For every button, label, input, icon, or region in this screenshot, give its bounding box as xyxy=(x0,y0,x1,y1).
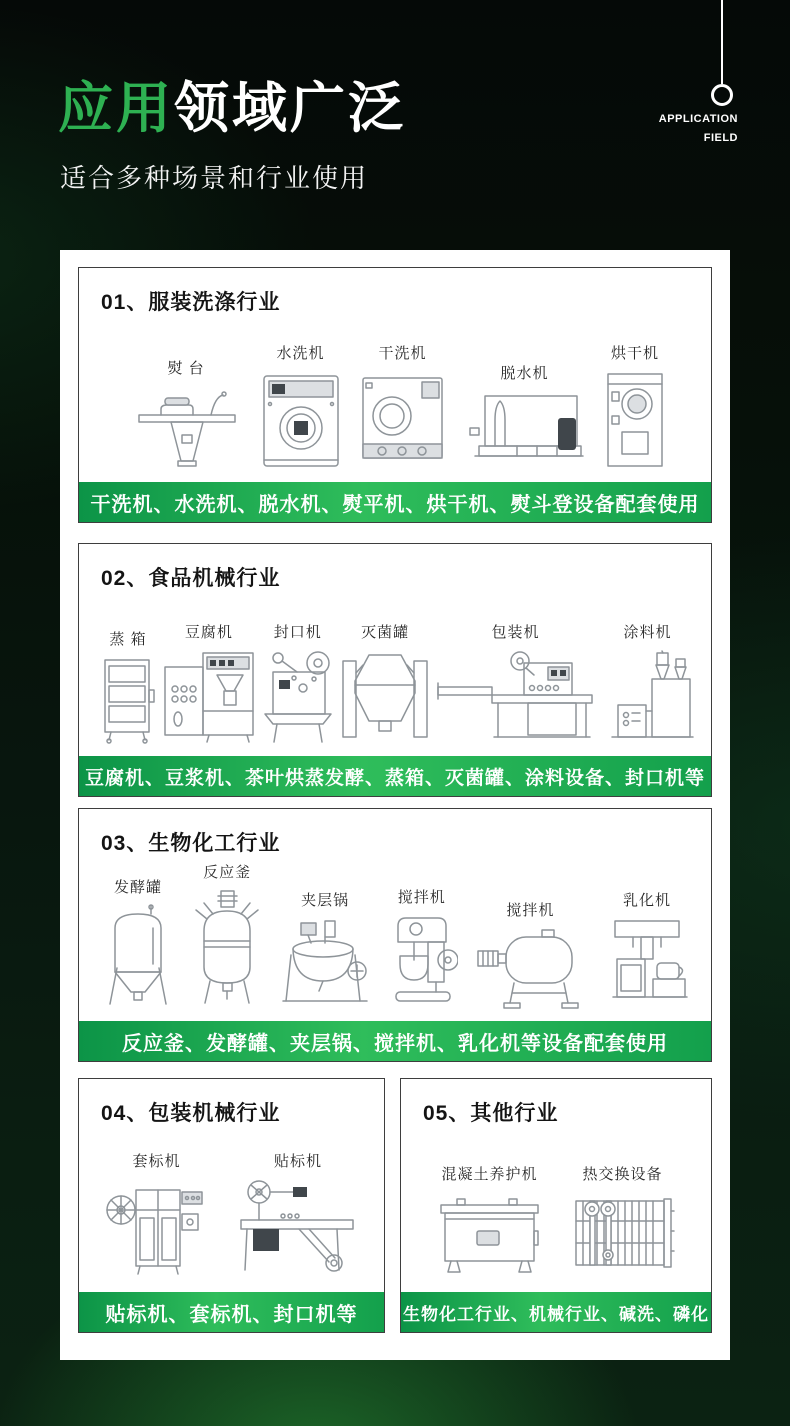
section-title: 04、包装机械行业 xyxy=(101,1102,281,1125)
machine-coater xyxy=(600,621,695,744)
sleeve-labeling-machine-icon xyxy=(104,1178,209,1276)
coating-machine-icon xyxy=(600,649,695,744)
machine-concrete-curer xyxy=(437,1163,542,1276)
machine-label: 搅拌机 xyxy=(506,902,555,919)
machine-packer xyxy=(436,621,596,744)
machine-label: 水洗机 xyxy=(276,345,325,362)
dry-cleaning-machine-icon xyxy=(360,370,445,470)
machine-emulsifier xyxy=(603,889,691,1009)
machine-label: 蒸 箱 xyxy=(109,631,147,648)
washing-machine-icon xyxy=(261,370,341,470)
section-banner: 豆腐机、豆浆机、茶叶烘蒸发酵、蒸箱、灭菌罐、涂料设备、封口机等 xyxy=(79,756,711,796)
reactor-kettle-icon xyxy=(190,889,265,1009)
labeling-machine-icon xyxy=(237,1178,359,1276)
section-title: 02、食品机械行业 xyxy=(101,567,281,590)
machine-dry-cleaner xyxy=(360,342,445,470)
section-other-industries xyxy=(400,1078,712,1333)
machine-planetary-mixer xyxy=(386,886,458,1009)
machine-label: 搅拌机 xyxy=(397,889,446,906)
page-title xyxy=(58,64,406,143)
ironing-table-icon xyxy=(131,385,241,470)
machine-sealer xyxy=(261,621,335,744)
vertical-line-decoration xyxy=(721,0,723,84)
machine-label: 干洗机 xyxy=(378,345,427,362)
machine-label: 烘干机 xyxy=(610,345,659,362)
planetary-mixer-icon xyxy=(386,914,458,1009)
section-title: 03、生物化工行业 xyxy=(101,832,281,855)
machine-reactor xyxy=(190,861,265,1009)
machine-dewaterer xyxy=(465,362,585,470)
machine-label: 混凝土养护机 xyxy=(441,1166,538,1183)
machine-heat-exchanger xyxy=(570,1163,675,1276)
machine-row xyxy=(79,316,711,482)
section-banner: 干洗机、水洗机、脱水机、熨平机、烘干机、熨斗登设备配套使用 xyxy=(79,482,711,522)
machine-washer xyxy=(261,342,341,470)
machine-labeler xyxy=(237,1150,359,1276)
page-subtitle: 适合多种场景和行业使用 xyxy=(60,163,369,193)
header-english-line1: APPLICATION xyxy=(658,113,738,125)
section-title: 01、服装洗涤行业 xyxy=(101,291,281,314)
concrete-curing-machine-icon xyxy=(437,1191,542,1276)
content-panel xyxy=(60,250,730,1360)
section-food-machinery xyxy=(78,543,712,797)
machine-horizontal-mixer xyxy=(474,899,586,1009)
jacketed-kettle-icon xyxy=(281,917,369,1009)
machine-row xyxy=(79,592,711,756)
page-title-rest: 领域广泛 xyxy=(174,77,407,139)
heat-exchanger-icon xyxy=(570,1191,675,1276)
machine-label: 封口机 xyxy=(273,624,322,641)
tofu-machine-icon xyxy=(161,649,256,744)
machine-label: 乳化机 xyxy=(622,892,671,909)
page-title-highlight: 应用 xyxy=(58,77,175,139)
machine-sleeve-labeler xyxy=(104,1150,209,1276)
machine-row xyxy=(401,1127,711,1292)
sealing-machine-icon xyxy=(261,649,335,744)
machine-label: 反应釜 xyxy=(203,864,252,881)
section-packaging-machinery xyxy=(78,1078,385,1333)
header-english-line2: FIELD xyxy=(703,132,738,144)
packing-machine-icon xyxy=(436,649,596,744)
machine-label: 豆腐机 xyxy=(184,624,233,641)
machine-label: 灭菌罐 xyxy=(361,624,410,641)
horizontal-mixer-icon xyxy=(474,927,586,1009)
header-english-label xyxy=(659,110,738,148)
machine-label: 发酵罐 xyxy=(113,879,162,896)
machine-tofu xyxy=(161,621,256,744)
section-banner: 反应釜、发酵罐、夹层锅、搅拌机、乳化机等设备配套使用 xyxy=(79,1021,711,1061)
machine-label: 熨 台 xyxy=(167,360,205,377)
machine-fermentation-tank xyxy=(103,876,173,1009)
machine-row xyxy=(79,857,711,1021)
machine-ironing-table xyxy=(131,357,241,470)
section-banner: 贴标机、套标机、封口机等 xyxy=(79,1292,384,1332)
machine-label: 包装机 xyxy=(491,624,540,641)
fermentation-tank-icon xyxy=(103,904,173,1009)
sterilizing-tank-icon xyxy=(339,649,431,744)
machine-sterilizer xyxy=(339,621,431,744)
machine-label: 贴标机 xyxy=(273,1153,322,1170)
machine-dryer xyxy=(604,342,666,470)
section-biochemical xyxy=(78,808,712,1062)
circle-decoration-icon xyxy=(711,84,733,106)
machine-label: 套标机 xyxy=(132,1153,181,1170)
dewatering-machine-icon xyxy=(465,390,585,470)
emulsifying-machine-icon xyxy=(603,917,691,1009)
section-clothing-washing xyxy=(78,267,712,523)
machine-steam-cabinet xyxy=(99,628,157,744)
machine-row xyxy=(79,1127,384,1292)
machine-label: 脱水机 xyxy=(500,365,549,382)
section-title: 05、其他行业 xyxy=(423,1102,559,1125)
machine-jacketed-kettle xyxy=(281,889,369,1009)
steam-cabinet-icon xyxy=(99,656,157,744)
machine-label: 夹层锅 xyxy=(301,892,350,909)
machine-label: 热交换设备 xyxy=(582,1166,663,1183)
section-banner: 生物化工行业、机械行业、碱洗、磷化 xyxy=(401,1292,711,1332)
drying-machine-icon xyxy=(604,370,666,470)
machine-label: 涂料机 xyxy=(623,624,672,641)
